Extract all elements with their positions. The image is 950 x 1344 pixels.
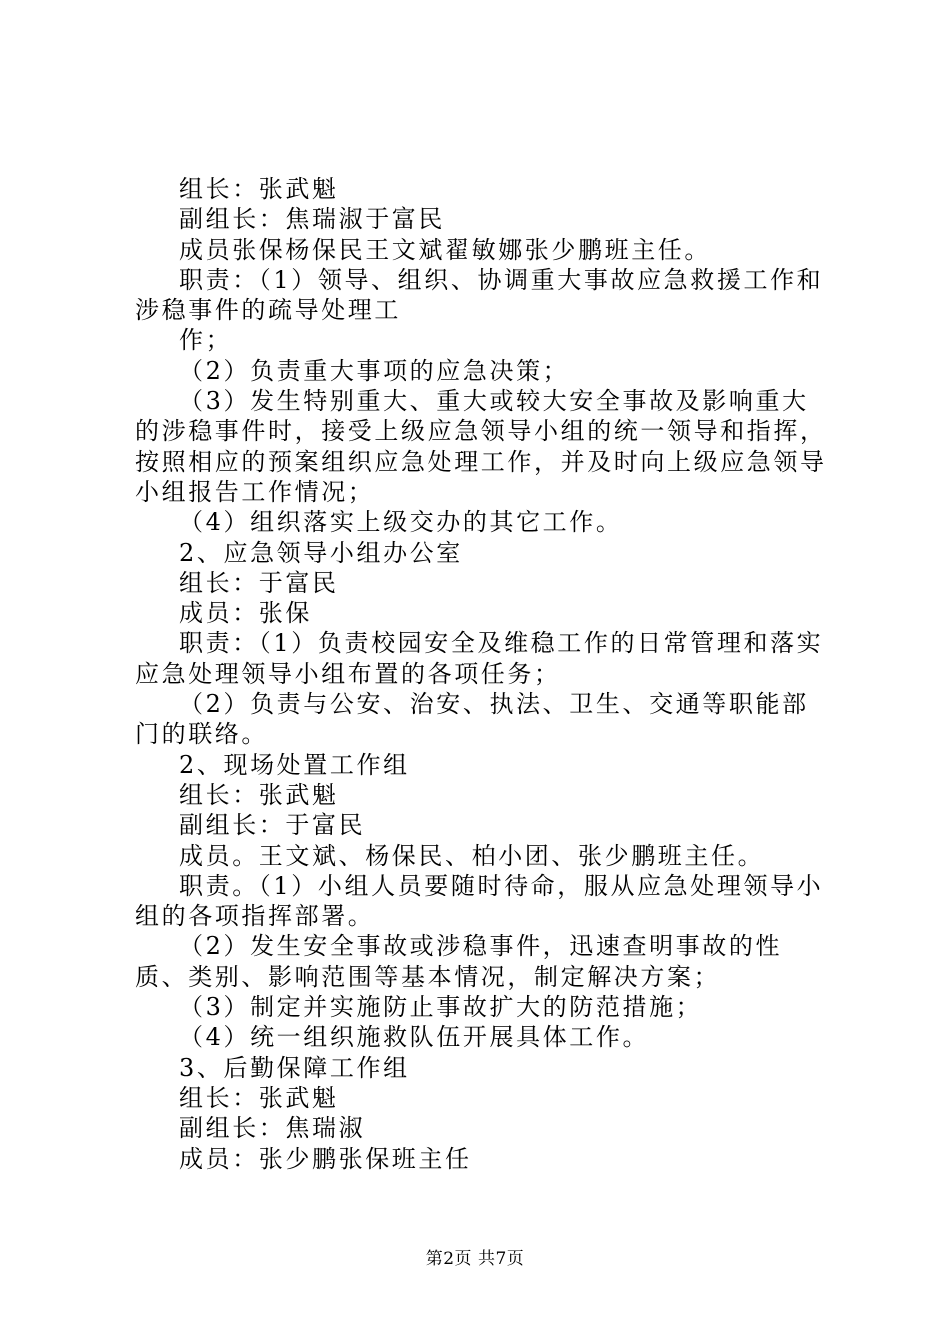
paragraph: （3）制定并实施防止事故扩大的防范措施；	[179, 993, 703, 1022]
paragraph: 组长：张武魁	[179, 1083, 339, 1112]
paragraph: （2）负责重大事项的应急决策；	[179, 356, 570, 385]
paragraph: （3）发生特别重大、重大或较大安全事故及影响重大的涉稳事件时，接受上级应急领导小组的统一领导和指挥，按照相应的预案组织应急处理工作，并及时向上级应急领导小组报告工作情况；	[135, 387, 827, 506]
paragraph: 成员：张保	[179, 599, 312, 628]
paragraph: 副组长：焦瑞淑于富民	[179, 205, 445, 234]
paragraph: 成员。王文斌、杨保民、柏小团、张少鹏班主任。	[179, 841, 765, 870]
page-number-label: 第2页 共7页	[425, 1249, 525, 1269]
document-body	[135, 174, 831, 1174]
paragraph: 组长：张武魁	[179, 175, 339, 203]
page-footer	[0, 1244, 950, 1269]
paragraph: 副组长：焦瑞淑	[179, 1114, 366, 1143]
paragraph: 组长：张武魁	[179, 780, 339, 809]
section-heading: 2、现场处置工作组	[179, 750, 410, 779]
paragraph: 职责：（1）负责校园安全及维稳工作的日常管理和落实应急处理领导小组布置的各项任务；	[135, 629, 824, 688]
paragraph: （4）组织落实上级交办的其它工作。	[179, 508, 623, 537]
section-heading: 3、后勤保障工作组	[179, 1053, 410, 1082]
paragraph: 成员：张少鹏张保班主任	[179, 1144, 472, 1173]
paragraph: 职责：（1）领导、组织、协调重大事故应急救援工作和涉稳事件的疏导处理工	[135, 265, 824, 325]
section-heading: 2、应急领导小组办公室	[179, 538, 463, 567]
paragraph: 作；	[179, 326, 233, 355]
paragraph: 组长：于富民	[179, 568, 339, 597]
paragraph: （2）负责与公安、治安、执法、卫生、交通等职能部门的联络。	[135, 690, 809, 749]
paragraph: 副组长：于富民	[179, 811, 366, 840]
paragraph: （2）发生安全事故或涉稳事件，迅速查明事故的性质、类别、影响范围等基本情况，制定解决方案；	[135, 932, 783, 991]
paragraph: 成员张保杨保民王文斌翟敏娜张少鹏班主任。	[179, 235, 711, 264]
paragraph: （4）统一组织施救队伍开展具体工作。	[179, 1023, 650, 1052]
paragraph: 职责。（1）小组人员要随时待命，服从应急处理领导小组的各项指挥部署。	[135, 871, 824, 931]
